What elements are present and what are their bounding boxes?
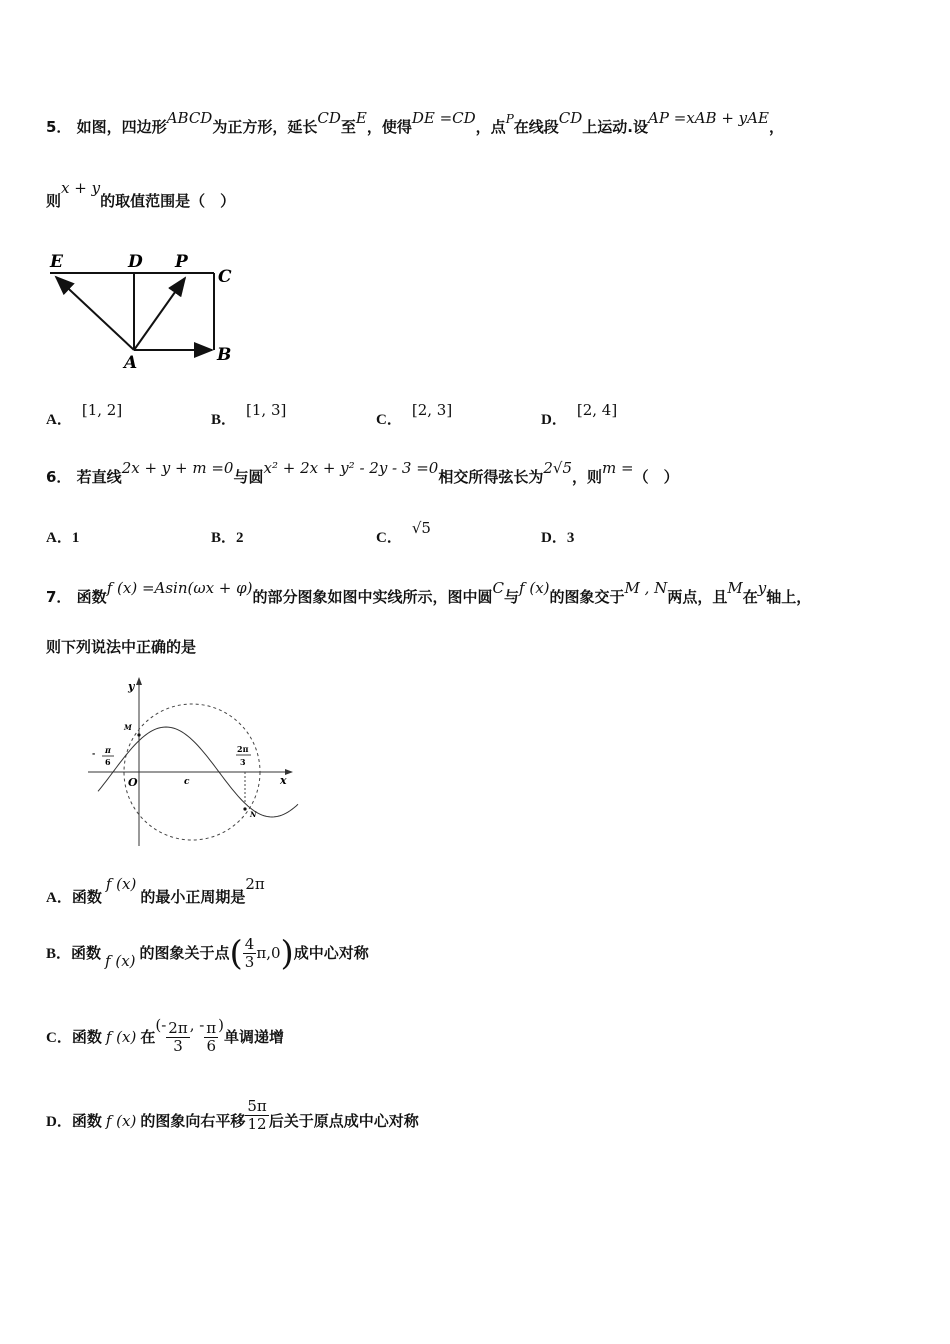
option-math: f (x) [105, 1028, 137, 1046]
q5-text: 则 [46, 192, 62, 210]
option-label: A． [46, 890, 72, 906]
q6-math: 2x + y + m =0 [121, 459, 234, 477]
q6-math: 2√5 [543, 459, 572, 477]
option-math: π,0 [256, 944, 281, 962]
q6-option-d[interactable] [541, 526, 574, 547]
q7-text: 与 [504, 588, 520, 606]
label-e: E [50, 252, 63, 272]
q7-text: 函数 [76, 588, 107, 606]
q6-text: 相交所得弦长为 [438, 468, 544, 486]
label-y: y [128, 680, 135, 693]
option-text: 单调递增 [224, 1028, 285, 1046]
label-m: M [124, 723, 132, 732]
option-label: C． [376, 412, 402, 428]
q6-option-b[interactable] [211, 526, 244, 547]
frac-2pi-3: $\frac{2\pi}{3}$ [168, 1019, 188, 1055]
frac-pi-6: $\frac{\pi}{6}$ [206, 1019, 217, 1055]
q5-math: P [505, 112, 514, 126]
option-label: A． [46, 412, 72, 428]
q7-math: f (x) =Asin(ωx + φ) [106, 579, 253, 597]
q7-option-a[interactable] [46, 875, 265, 907]
q5-text: ，点 [475, 118, 506, 136]
q5-option-b[interactable] [211, 401, 287, 429]
q5-text: 如图，四边形 [76, 118, 167, 136]
q5-math: x + y [61, 179, 101, 197]
option-math: , - [189, 1016, 205, 1034]
q5-line2 [46, 179, 236, 211]
option-math: f (x) [105, 952, 136, 970]
label-a: A [124, 353, 138, 370]
q7-math: f (x) [519, 579, 550, 597]
option-value: [1, 2] [81, 401, 123, 419]
q7-number: 7． [46, 588, 72, 606]
option-label: C． [376, 530, 402, 546]
option-math: f (x) [105, 875, 137, 893]
option-value: [2, 3] [411, 401, 453, 419]
option-math: (- [155, 1016, 167, 1034]
label-three: 3 [240, 757, 246, 767]
q6-line1 [46, 459, 679, 487]
q6-text: 与圆 [233, 468, 264, 486]
q6-number: 6． [46, 468, 72, 486]
option-text: 函数 [71, 944, 102, 962]
q6-text: （ ） [633, 468, 679, 486]
label-six: 6 [105, 757, 111, 767]
q7-option-b[interactable]: B．函数 f (x) 的图象关于点( $\frac{4}{3}$ π,0)成中心对称 [46, 933, 369, 974]
q7-line1 [46, 579, 812, 607]
q7-math: M [727, 579, 743, 597]
q7-math: y [757, 579, 767, 597]
label-n: N [250, 810, 257, 819]
q7-option-c[interactable] [46, 1016, 285, 1055]
q7-text: 的部分图象如图中实线所示，图中圆 [252, 588, 493, 606]
option-value: √5 [411, 519, 431, 537]
q5-math: E [355, 109, 367, 127]
option-text: 函数 [71, 1028, 102, 1046]
vector-ap [134, 278, 185, 350]
option-text: 的最小正周期是 [140, 888, 246, 906]
option-text: 成中心对称 [293, 944, 369, 962]
option-value: 3 [566, 530, 575, 546]
option-value: 1 [71, 530, 80, 546]
option-label: B． [211, 412, 237, 428]
q7-line2 [46, 636, 196, 657]
label-c: c [184, 777, 190, 787]
q6-text: ，则 [572, 468, 603, 486]
q7-text: 则下列说法中正确的是 [46, 638, 197, 656]
q6-math: x² + 2x + y² - 2y - 3 =0 [263, 459, 439, 477]
option-text: 的图象向右平移 [140, 1112, 246, 1130]
q5-figure [44, 248, 244, 370]
option-math: ) [218, 1016, 225, 1034]
option-text: 函数 [71, 888, 102, 906]
option-label: B． [211, 530, 237, 546]
option-label: D． [541, 530, 567, 546]
option-value: [1, 3] [246, 401, 287, 419]
option-label: A． [46, 530, 72, 546]
label-d: D [128, 252, 143, 272]
option-math: 2π [245, 875, 265, 893]
q5-text: 上运动.设 [582, 118, 648, 136]
label-p: P [175, 252, 188, 272]
option-math: f (x) [105, 1112, 137, 1130]
option-value: [2, 4] [576, 401, 618, 419]
q5-math: CD [558, 109, 583, 127]
option-text: 函数 [71, 1112, 102, 1130]
option-text: 的图象关于点 [139, 944, 230, 962]
q7-text: 轴上， [766, 588, 812, 606]
q5-text: 至 [340, 118, 356, 136]
q5-math: DE =CD [411, 109, 476, 127]
frac-4-3: $\frac{4}{3}$ [244, 935, 255, 971]
option-text: 在 [140, 1028, 156, 1046]
label-neg-pi: π [105, 745, 111, 755]
label-minus: - [92, 748, 96, 758]
q5-number: 5． [46, 118, 72, 136]
option-text: 后关于原点成中心对称 [268, 1112, 419, 1130]
q5-math: ABCD [166, 109, 213, 127]
option-value: 2 [236, 530, 244, 546]
frac-5pi-12: $\frac{5\pi}{12}$ [247, 1097, 267, 1133]
option-label: D． [46, 1114, 72, 1130]
label-x: x [280, 774, 287, 787]
q5-math: CD [317, 109, 341, 127]
q5-option-a[interactable] [46, 401, 123, 429]
q6-text: 若直线 [76, 468, 122, 486]
q5-option-d[interactable] [541, 401, 618, 429]
q7-text: 两点，且 [667, 588, 728, 606]
point-n [243, 807, 246, 810]
vector-ae [56, 277, 134, 350]
q5-option-c[interactable] [376, 401, 453, 429]
q5-text: 在线段 [513, 118, 559, 136]
q7-text: 在 [742, 588, 758, 606]
option-label: B． [46, 946, 72, 962]
option-label: D． [541, 412, 567, 428]
point-m [137, 733, 140, 736]
label-c: C [218, 267, 232, 287]
q6-option-c[interactable] [376, 519, 431, 547]
q7-text: 的图象交于 [549, 588, 625, 606]
q6-math: m = [602, 459, 634, 477]
q7-graph [86, 674, 306, 850]
q7-option-d[interactable] [46, 1097, 419, 1139]
label-two-pi: 2π [237, 744, 249, 754]
q5-text: 为正方形，延长 [212, 118, 318, 136]
q5-text: ， [768, 118, 784, 136]
q5-line1 [46, 109, 784, 137]
label-b: B [217, 345, 232, 365]
q6-option-a[interactable] [46, 526, 79, 547]
option-label: C． [46, 1030, 72, 1046]
q7-math: M , N [624, 579, 668, 597]
q7-math: C [492, 579, 504, 597]
q5-math: AP =xAB + yAE [648, 109, 769, 127]
q5-text: ，使得 [366, 118, 412, 136]
label-o: O [128, 776, 138, 789]
q5-text: 的取值范围是（ ） [100, 192, 236, 210]
